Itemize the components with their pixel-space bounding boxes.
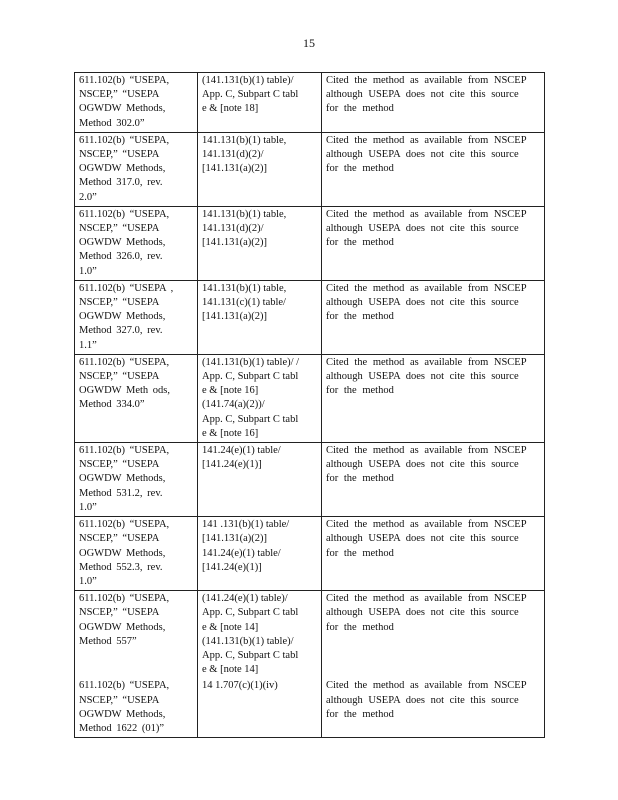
cfr-text: 141 .131(b)(1) table/ [141.131(a)(2)] 141.24(e)(1) table/ [141.24(e)(1)] (202, 519, 290, 573)
section-text: 611.102(b) “USEPA, NSCEP,” “USEPA OGWDW Methods, Method 317.0, rev. 2.0” (79, 134, 170, 203)
section-text: 611.102(b) “USEPA, NSCEP,” “USEPA OGWDW Methods, Method 552.3, rev. 1.0” (79, 519, 170, 587)
cfr-text: 141.24(e)(1) table/ [141.24(e)(1)] (202, 445, 281, 471)
comment-text: Cited the method as available from NSCEP although USEPA does not cite this source for the method (326, 519, 527, 559)
section-text: 611.102(b) “USEPA, NSCEP,” “USEPA OGWDW Methods, Method 531.2, rev. 1.0” (79, 445, 170, 513)
section-cell (75, 206, 198, 280)
table-row (75, 280, 545, 354)
section-cell (75, 443, 198, 517)
table-row (75, 206, 545, 280)
table-row (75, 132, 545, 206)
comment-text: Cited the method as available from NSCEP although USEPA does not cite this source for the method (326, 356, 527, 397)
comment-cell (322, 132, 545, 206)
cfr-text: (141.131(b)(1) table)/ App. C, Subpart C tabl e & [note 18] (202, 75, 299, 115)
comment-cell (322, 678, 545, 737)
section-cell (75, 354, 198, 442)
citation-table (74, 72, 545, 738)
comment-text: Cited the method as available from NSCEP although USEPA does not cite this source for the method (326, 593, 527, 633)
cfr-cell (198, 591, 322, 679)
cfr-cell (198, 443, 322, 517)
section-cell (75, 517, 198, 591)
comment-cell (322, 443, 545, 517)
page-number: 15 (303, 36, 315, 50)
section-cell (75, 73, 198, 133)
comment-text: Cited the method as available from NSCEP although USEPA does not cite this source for the method (326, 445, 527, 485)
cfr-cell (198, 354, 322, 442)
cfr-text: (141.131(b)(1) table)/ / App. C, Subpart C tabl e & [note 16] (141.74(a)(2))/ App. C, Subpart C tabl e & [note 16] (202, 356, 300, 439)
cfr-cell (198, 206, 322, 280)
comment-cell (322, 73, 545, 133)
comment-cell (322, 517, 545, 591)
section-cell (75, 678, 198, 737)
table-row (75, 73, 545, 133)
comment-cell (322, 591, 545, 679)
section-text: 611.102(b) “USEPA , NSCEP,” “USEPA OGWDW Methods, Method 327.0, rev. 1.1” (79, 282, 174, 351)
cfr-text: 141.131(b)(1) table, 141.131(d)(2)/ [141.131(a)(2)] (202, 208, 287, 249)
table-row (75, 443, 545, 517)
comment-text: Cited the method as available from NSCEP although USEPA does not cite this source for the method (326, 282, 527, 323)
cfr-text: 14 1.707(c)(1)(iv) (202, 680, 278, 692)
cfr-text: (141.24(e)(1) table)/ App. C, Subpart C tabl e & [note 14] (141.131(b)(1) table)/ App. C, Subpart C tabl e & [note 14] (202, 593, 299, 676)
comment-cell (322, 206, 545, 280)
cfr-text: 141.131(b)(1) table, 141.131(d)(2)/ [141.131(a)(2)] (202, 134, 287, 175)
section-cell (75, 591, 198, 679)
table-row (75, 517, 545, 591)
table-row (75, 591, 545, 679)
comment-text: Cited the method as available from NSCEP although USEPA does not cite this source for the method (326, 134, 527, 175)
comment-cell (322, 354, 545, 442)
cfr-cell (198, 132, 322, 206)
table-row (75, 354, 545, 442)
section-text: 611.102(b) “USEPA, NSCEP,” “USEPA OGWDW Methods, Method 557” (79, 593, 170, 647)
section-text: 611.102(b) “USEPA, NSCEP,” “USEPA OGWDW Methods, Method 1622 (01)” (79, 680, 170, 734)
section-text: 611.102(b) “USEPA, NSCEP,” “USEPA OGWDW Methods, Method 326.0, rev. 1.0” (79, 208, 170, 277)
comment-cell (322, 280, 545, 354)
cfr-text: 141.131(b)(1) table, 141.131(c)(1) table/ [141.131(a)(2)] (202, 282, 287, 323)
cfr-cell (198, 280, 322, 354)
cfr-cell (198, 678, 322, 737)
section-text: 611.102(b) “USEPA, NSCEP,” “USEPA OGWDW Methods, Method 302.0” (79, 75, 170, 129)
comment-text: Cited the method as available from NSCEP although USEPA does not cite this source for the method (326, 75, 527, 115)
comment-text: Cited the method as available from NSCEP although USEPA does not cite this source for the method (326, 208, 527, 249)
table-row (75, 678, 545, 737)
section-cell (75, 132, 198, 206)
cfr-cell (198, 517, 322, 591)
comment-text: Cited the method as available from NSCEP although USEPA does not cite this source for the method (326, 680, 527, 720)
section-cell (75, 280, 198, 354)
cfr-cell (198, 73, 322, 133)
section-text: 611.102(b) “USEPA, NSCEP,” “USEPA OGWDW Meth ods, Method 334.0” (79, 356, 171, 411)
